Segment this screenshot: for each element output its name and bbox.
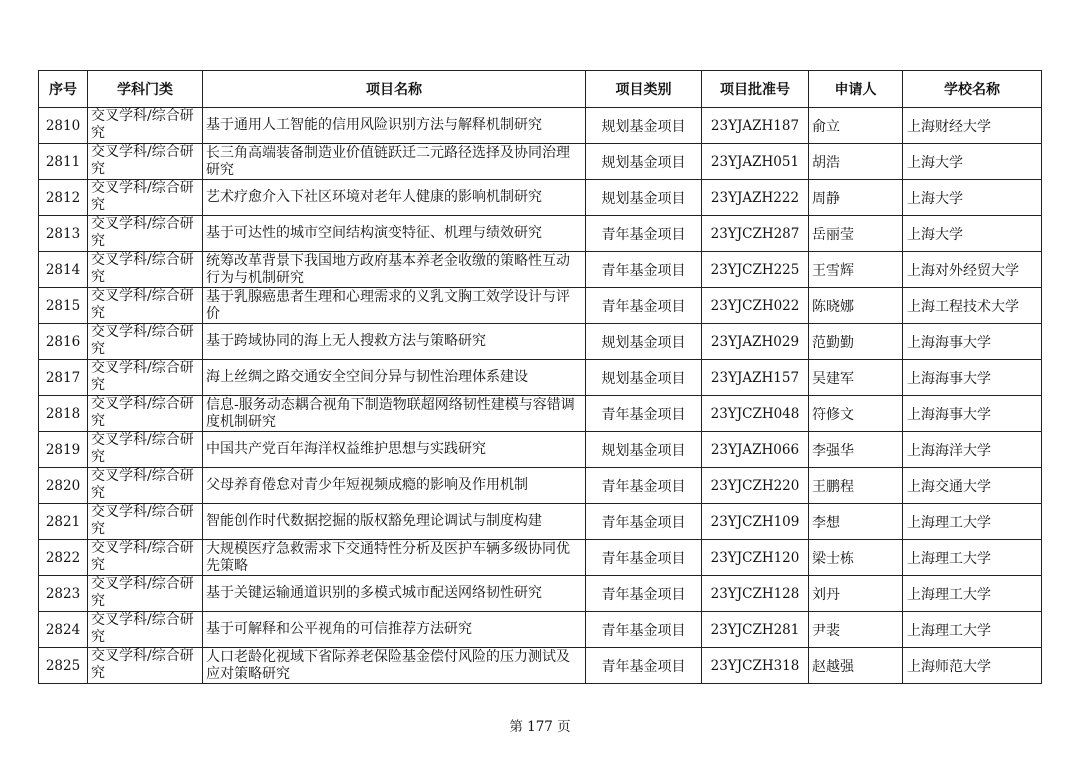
row-project-type: 规划基金项目 — [586, 180, 702, 216]
header-school: 学校名称 — [903, 71, 1042, 108]
table-row — [39, 108, 1042, 144]
row-project-type: 青年基金项目 — [586, 540, 702, 576]
row-approval-code: 23YJCZH220 — [702, 468, 809, 504]
table-header-row — [39, 71, 1042, 108]
row-number: 2815 — [39, 288, 88, 324]
row-applicant: 范勤勤 — [809, 324, 903, 360]
row-discipline: 交叉学科/综合研究 — [88, 324, 203, 360]
row-project-title: 统筹改革背景下我国地方政府基本养老金收缴的策略性互动行为与机制研究 — [203, 252, 586, 288]
row-applicant: 刘丹 — [809, 576, 903, 612]
row-number: 2822 — [39, 540, 88, 576]
row-approval-code: 23YJCZH281 — [702, 612, 809, 648]
table-row — [39, 468, 1042, 504]
row-school: 上海理工大学 — [903, 576, 1042, 612]
row-project-title: 人口老龄化视域下省际养老保险基金偿付风险的压力测试及应对策略研究 — [203, 648, 586, 684]
row-project-type: 青年基金项目 — [586, 648, 702, 684]
row-project-title: 基于跨域协同的海上无人搜救方法与策略研究 — [203, 324, 586, 360]
row-number: 2818 — [39, 396, 88, 432]
row-approval-code: 23YJAZH029 — [702, 324, 809, 360]
row-approval-code: 23YJAZH187 — [702, 108, 809, 144]
row-number: 2817 — [39, 360, 88, 396]
row-project-type: 青年基金项目 — [586, 216, 702, 252]
row-applicant: 胡浩 — [809, 144, 903, 180]
row-number: 2823 — [39, 576, 88, 612]
row-project-title: 大规模医疗急救需求下交通特性分析及医护车辆多级协同优先策略 — [203, 540, 586, 576]
row-applicant: 周静 — [809, 180, 903, 216]
row-applicant: 王鹏程 — [809, 468, 903, 504]
row-number: 2825 — [39, 648, 88, 684]
row-project-type: 青年基金项目 — [586, 576, 702, 612]
row-school: 上海大学 — [903, 216, 1042, 252]
row-discipline: 交叉学科/综合研究 — [88, 360, 203, 396]
row-discipline: 交叉学科/综合研究 — [88, 144, 203, 180]
row-project-title: 中国共产党百年海洋权益维护思想与实践研究 — [203, 432, 586, 468]
header-num: 序号 — [39, 71, 88, 108]
row-project-type: 规划基金项目 — [586, 108, 702, 144]
header-type: 项目类别 — [586, 71, 702, 108]
row-applicant: 赵越强 — [809, 648, 903, 684]
row-project-title: 基于乳腺癌患者生理和心理需求的义乳文胸工效学设计与评价 — [203, 288, 586, 324]
table-row — [39, 576, 1042, 612]
row-project-title: 基于通用人工智能的信用风险识别方法与解释机制研究 — [203, 108, 586, 144]
row-discipline: 交叉学科/综合研究 — [88, 648, 203, 684]
header-discipline: 学科门类 — [88, 71, 203, 108]
table-row — [39, 360, 1042, 396]
table-row — [39, 540, 1042, 576]
row-number: 2812 — [39, 180, 88, 216]
row-discipline: 交叉学科/综合研究 — [88, 108, 203, 144]
row-project-type: 青年基金项目 — [586, 612, 702, 648]
row-discipline: 交叉学科/综合研究 — [88, 432, 203, 468]
row-discipline: 交叉学科/综合研究 — [88, 504, 203, 540]
row-school: 上海大学 — [903, 180, 1042, 216]
row-number: 2810 — [39, 108, 88, 144]
header-title: 项目名称 — [203, 71, 586, 108]
row-discipline: 交叉学科/综合研究 — [88, 288, 203, 324]
row-project-title: 信息-服务动态耦合视角下制造物联超网络韧性建模与容错调度机制研究 — [203, 396, 586, 432]
row-discipline: 交叉学科/综合研究 — [88, 252, 203, 288]
row-school: 上海海事大学 — [903, 324, 1042, 360]
row-approval-code: 23YJCZH318 — [702, 648, 809, 684]
row-discipline: 交叉学科/综合研究 — [88, 216, 203, 252]
row-school: 上海海事大学 — [903, 360, 1042, 396]
row-school: 上海海事大学 — [903, 396, 1042, 432]
row-approval-code: 23YJAZH222 — [702, 180, 809, 216]
header-code: 项目批准号 — [702, 71, 809, 108]
table-row — [39, 432, 1042, 468]
row-approval-code: 23YJAZH066 — [702, 432, 809, 468]
row-discipline: 交叉学科/综合研究 — [88, 540, 203, 576]
row-applicant: 王雪辉 — [809, 252, 903, 288]
table-row — [39, 216, 1042, 252]
table-row — [39, 144, 1042, 180]
row-approval-code: 23YJCZH120 — [702, 540, 809, 576]
row-approval-code: 23YJCZH022 — [702, 288, 809, 324]
row-approval-code: 23YJCZH109 — [702, 504, 809, 540]
row-school: 上海大学 — [903, 144, 1042, 180]
row-discipline: 交叉学科/综合研究 — [88, 612, 203, 648]
row-applicant: 李想 — [809, 504, 903, 540]
row-project-title: 父母养育倦怠对青少年短视频成瘾的影响及作用机制 — [203, 468, 586, 504]
row-project-title: 基于关键运输通道识别的多模式城市配送网络韧性研究 — [203, 576, 586, 612]
row-number: 2821 — [39, 504, 88, 540]
table-row — [39, 612, 1042, 648]
row-school: 上海交通大学 — [903, 468, 1042, 504]
row-applicant: 俞立 — [809, 108, 903, 144]
row-school: 上海财经大学 — [903, 108, 1042, 144]
row-applicant: 符修文 — [809, 396, 903, 432]
row-approval-code: 23YJAZH051 — [702, 144, 809, 180]
row-school: 上海海洋大学 — [903, 432, 1042, 468]
table-row — [39, 648, 1042, 684]
table-row — [39, 180, 1042, 216]
row-approval-code: 23YJAZH157 — [702, 360, 809, 396]
row-number: 2816 — [39, 324, 88, 360]
row-project-title: 长三角高端装备制造业价值链跃迁二元路径选择及协同治理研究 — [203, 144, 586, 180]
row-project-title: 海上丝绸之路交通安全空间分异与韧性治理体系建设 — [203, 360, 586, 396]
row-school: 上海对外经贸大学 — [903, 252, 1042, 288]
row-number: 2824 — [39, 612, 88, 648]
row-project-title: 基于可解释和公平视角的可信推荐方法研究 — [203, 612, 586, 648]
row-approval-code: 23YJCZH225 — [702, 252, 809, 288]
row-discipline: 交叉学科/综合研究 — [88, 576, 203, 612]
project-table — [38, 70, 1042, 684]
row-school: 上海师范大学 — [903, 648, 1042, 684]
row-number: 2814 — [39, 252, 88, 288]
row-number: 2813 — [39, 216, 88, 252]
row-project-type: 青年基金项目 — [586, 468, 702, 504]
row-approval-code: 23YJCZH287 — [702, 216, 809, 252]
row-project-title: 基于可达性的城市空间结构演变特征、机理与绩效研究 — [203, 216, 586, 252]
row-project-type: 青年基金项目 — [586, 504, 702, 540]
row-applicant: 岳丽莹 — [809, 216, 903, 252]
table-row — [39, 288, 1042, 324]
table-row — [39, 252, 1042, 288]
row-applicant: 吴建军 — [809, 360, 903, 396]
row-project-type: 青年基金项目 — [586, 396, 702, 432]
row-project-type: 规划基金项目 — [586, 432, 702, 468]
row-number: 2811 — [39, 144, 88, 180]
table-row — [39, 504, 1042, 540]
row-applicant: 尹裴 — [809, 612, 903, 648]
row-school: 上海理工大学 — [903, 504, 1042, 540]
row-number: 2820 — [39, 468, 88, 504]
table-row — [39, 324, 1042, 360]
page-number: 第 177 页 — [509, 719, 571, 735]
row-school: 上海理工大学 — [903, 540, 1042, 576]
row-project-title: 艺术疗愈介入下社区环境对老年人健康的影响机制研究 — [203, 180, 586, 216]
row-number: 2819 — [39, 432, 88, 468]
row-discipline: 交叉学科/综合研究 — [88, 468, 203, 504]
row-project-type: 青年基金项目 — [586, 252, 702, 288]
row-applicant: 李强华 — [809, 432, 903, 468]
row-project-title: 智能创作时代数据挖掘的版权豁免理论调试与制度构建 — [203, 504, 586, 540]
row-discipline: 交叉学科/综合研究 — [88, 396, 203, 432]
row-project-type: 规划基金项目 — [586, 324, 702, 360]
row-discipline: 交叉学科/综合研究 — [88, 180, 203, 216]
row-approval-code: 23YJCZH128 — [702, 576, 809, 612]
row-project-type: 青年基金项目 — [586, 288, 702, 324]
header-applicant: 申请人 — [809, 71, 903, 108]
row-applicant: 陈晓娜 — [809, 288, 903, 324]
row-applicant: 梁士栋 — [809, 540, 903, 576]
row-project-type: 规划基金项目 — [586, 360, 702, 396]
row-school: 上海理工大学 — [903, 612, 1042, 648]
row-project-type: 规划基金项目 — [586, 144, 702, 180]
table-row — [39, 396, 1042, 432]
row-school: 上海工程技术大学 — [903, 288, 1042, 324]
row-approval-code: 23YJCZH048 — [702, 396, 809, 432]
